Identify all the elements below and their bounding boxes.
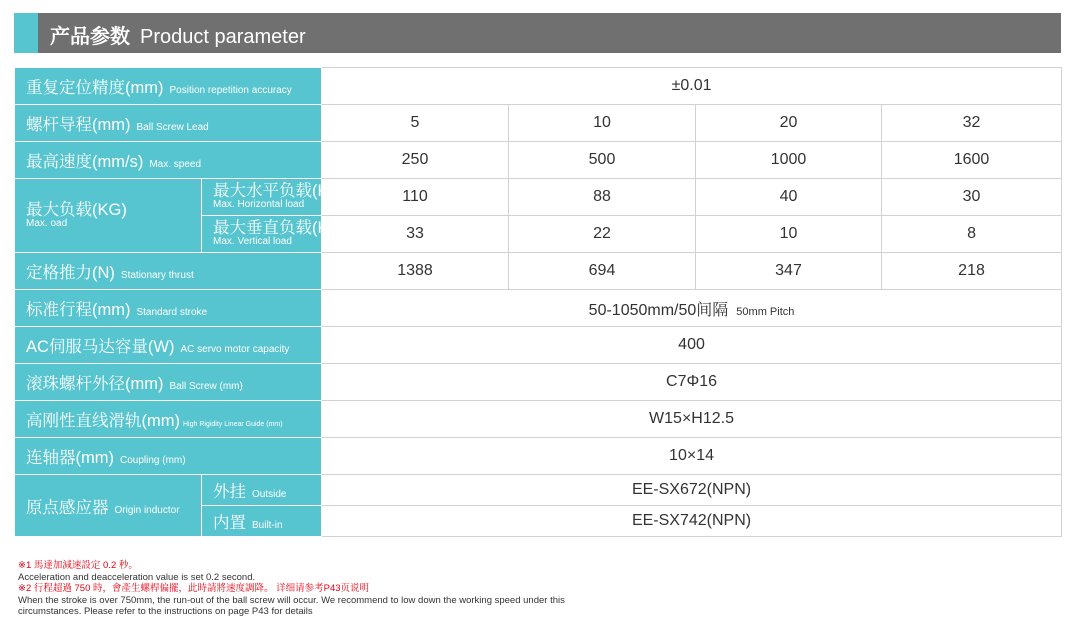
stroke-value: 50-1050mm/50间隔 [588, 301, 729, 319]
row-stroke [15, 290, 1062, 327]
label-cn: 标准行程(mm) [26, 301, 131, 319]
label-repeat-accuracy [15, 68, 322, 105]
label-en: Max. speed [149, 159, 202, 170]
label-cn: 外挂 [213, 483, 246, 501]
value-cell: 32 [882, 105, 1062, 142]
label-cn: 最大水平负载(KG) [213, 182, 347, 201]
label-cn: 螺杆导程(mm) [26, 116, 131, 134]
section-header [14, 13, 1061, 53]
stroke-pitch: 50mm Pitch [736, 305, 795, 318]
row-repeat-accuracy [15, 68, 1062, 105]
label-cn: 重复定位精度(mm) [26, 79, 164, 97]
value-cell: 347 [696, 253, 882, 290]
row-guide [15, 401, 1062, 438]
value-cell: 110 [322, 179, 509, 216]
value-cell: 500 [509, 142, 696, 179]
label-en: Ball Screw (mm) [169, 381, 243, 392]
value-coupling: 10×14 [322, 438, 1062, 475]
value-cell: 88 [509, 179, 696, 216]
row-lead [15, 105, 1062, 142]
label-en: Built-in [252, 520, 283, 531]
parameter-table [14, 67, 1062, 537]
label-en: Max. oad [26, 217, 68, 229]
value-cell: 20 [696, 105, 882, 142]
value-origin-outside: EE-SX672(NPN) [322, 475, 1062, 506]
value-motor: 400 [322, 327, 1062, 364]
header-accent-bar [14, 13, 38, 53]
value-cell: 1600 [882, 142, 1062, 179]
label-coupling [15, 438, 322, 475]
label-cn: AC伺服马达容量(W) [26, 338, 175, 356]
label-origin-builtin [202, 506, 322, 537]
label-origin-outside [202, 475, 322, 506]
section-title-cn: 产品参数 [50, 26, 130, 48]
label-lead [15, 105, 322, 142]
note-1-en: Acceleration and deacceleration value is set 0.2 second. [18, 571, 256, 583]
row-screw-diameter [15, 364, 1062, 401]
value-cell: 250 [322, 142, 509, 179]
label-en: Max. Vertical load [213, 236, 292, 248]
footnotes [18, 560, 1058, 618]
section-title-en: Product parameter [140, 26, 306, 48]
value-cell: 10 [509, 105, 696, 142]
row-thrust [15, 253, 1062, 290]
label-en: Stationary thrust [120, 270, 194, 281]
value-cell: 33 [322, 216, 509, 253]
value-cell: 694 [509, 253, 696, 290]
label-speed [15, 142, 322, 179]
label-origin [15, 475, 202, 537]
value-cell: 10 [696, 216, 882, 253]
value-cell: 22 [509, 216, 696, 253]
value-cell: 8 [882, 216, 1062, 253]
label-en: Origin inductor [114, 504, 180, 516]
value-repeat-accuracy: ±0.01 [322, 68, 1062, 105]
value-origin-builtin: EE-SX742(NPN) [322, 506, 1062, 537]
value-cell: 1388 [322, 253, 509, 290]
label-cn: 内置 [213, 514, 246, 532]
label-en: Outside [252, 489, 287, 500]
label-guide [15, 401, 322, 438]
value-cell: 40 [696, 179, 882, 216]
label-max-load [15, 179, 202, 253]
row-horizontal-load [15, 179, 1062, 216]
label-thrust [15, 253, 322, 290]
label-en: High Rigidity Linear Guide (mm) [182, 421, 283, 428]
label-cn: 最大负载(KG) [26, 200, 127, 219]
label-screw-diameter [15, 364, 322, 401]
section-title [50, 20, 306, 49]
label-en: AC servo motor capacity [180, 344, 290, 355]
label-cn: 最高速度(mm/s) [26, 153, 144, 171]
value-guide: W15×H12.5 [322, 401, 1062, 438]
value-cell: 5 [322, 105, 509, 142]
label-motor [15, 327, 322, 364]
row-origin-outside [15, 475, 1062, 506]
value-screw-diameter: C7Φ16 [322, 364, 1062, 401]
note-2-cn: ※2 行程超過 750 時，會產生螺桿偏擺，此時請將速度調降。 详细请参考P43页说明 [18, 583, 370, 594]
value-cell: 218 [882, 253, 1062, 290]
label-en: Position repetition accuracy [169, 85, 292, 96]
label-cn: 原点感应器 [26, 498, 109, 517]
label-en: Standard stroke [136, 307, 208, 318]
value-cell: 1000 [696, 142, 882, 179]
label-horizontal-load [202, 179, 347, 216]
row-coupling [15, 438, 1062, 475]
label-en: Ball Screw Lead [136, 122, 209, 133]
label-en: Max. Horizontal load [213, 199, 305, 211]
label-stroke [15, 290, 322, 327]
row-motor [15, 327, 1062, 364]
label-en: Coupling (mm) [119, 455, 186, 466]
note-2-en: When the stroke is over 750mm, the run-out of the ball screw will occur. We recommend to low down the working speed under this circumstances. Please refer to the instructions on page P43 for details [18, 594, 565, 617]
row-speed [15, 142, 1062, 179]
label-cn: 连轴器(mm) [26, 449, 114, 467]
label-cn: 最大垂直负载(KG) [213, 219, 347, 238]
value-stroke [322, 290, 1062, 327]
label-cn: 滚珠螺杆外径(mm) [26, 375, 164, 393]
value-cell: 30 [882, 179, 1062, 216]
label-cn: 高刚性直线滑轨(mm) [26, 412, 180, 430]
label-vertical-load [202, 216, 347, 253]
note-1-cn: ※1 馬達加減速設定 0.2 秒。 [18, 560, 138, 571]
label-cn: 定格推力(N) [26, 264, 115, 282]
